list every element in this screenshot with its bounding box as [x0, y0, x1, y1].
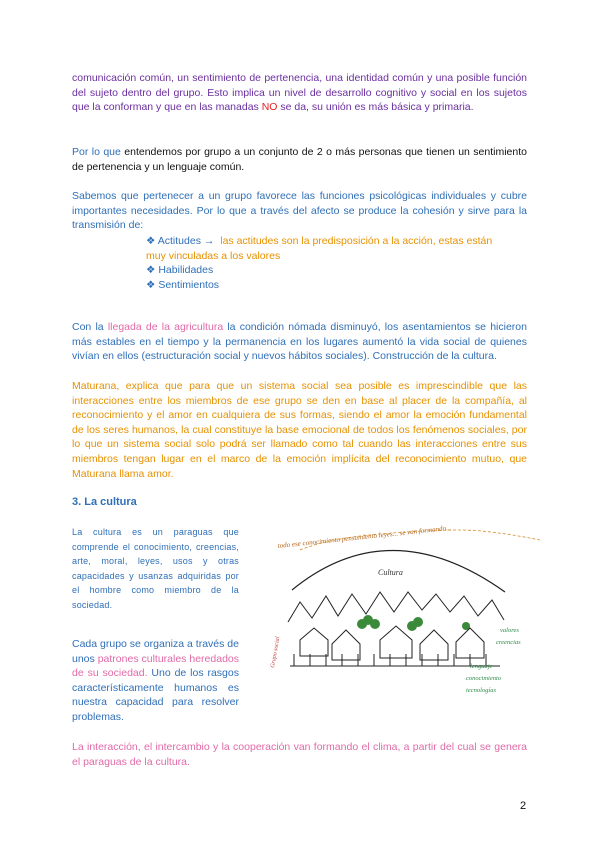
- culture-umbrella-sketch: [270, 520, 545, 698]
- paragraph-cultural-patterns: Cada grupo se organiza a través de unos patrones culturales heredados de su sociedad. Uno de los rasgos característicamente humanos es nuestra capacidad para resolver problemas.: [72, 638, 239, 723]
- sketch-note: conocimiento: [466, 675, 502, 682]
- paragraph-interaction: La interacción, el intercambio y la cooperación van formando el clima, a partir del cual se genera el paraguas de la cultura.: [72, 741, 527, 768]
- list-item: ❖ Sentimientos: [146, 278, 220, 291]
- paragraph-maturana: Maturana, explica que para que un sistema social sea posible es imprescindible que las interacciones entre los miembros de ese grupo se den en base al placer de la compañía, al reconocimiento y el amor en cualquiera de sus formas, siendo el amor la emoción fundamental de los seres humanos, la cual constituye la base emocional de todos los fenómenos sociales, por lo que un sistema social solo podrá ser llamado como tal cuando las interacciones entre sus miembros tengan lugar en el marco de la emoción implícita del reconocimiento mutuo, que Maturana llama amor.: [72, 380, 527, 480]
- highlight-agriculture: llegada de la agricultura: [107, 321, 224, 333]
- list-item-continuation: muy vinculadas a los valores: [146, 249, 281, 262]
- emphasis-no: NO: [261, 101, 278, 114]
- list-item: ❖ Habilidades: [146, 264, 214, 277]
- houses: [300, 626, 484, 660]
- sketch-right-notes: [466, 627, 521, 694]
- trees: [357, 615, 470, 631]
- transmission-list: [146, 234, 530, 292]
- arrow-right-icon: →: [203, 235, 215, 247]
- sketch-note: lenguaje: [470, 663, 493, 670]
- paragraph-culture-definition: La cultura es un paraguas que comprende el conocimiento, creencias, arte, moral, leyes, usos y otras capacidades y usanzas adquiridas por el hombre como miembro de la sociedad.: [72, 527, 239, 610]
- page-number: 2: [520, 800, 527, 812]
- sketch-top-note: todo ese conocimiento pensamiento leyes... se van formando...: [277, 523, 452, 550]
- paragraph-agriculture: Con la llegada de la agricultura la condición nómada disminuyó, los asentamientos se hicieron más estables en el tiempo y la permanencia en los lugares aumentó la vida social de quienes vivían en ellos (estructuración social y nuevos hábitos sociales). Construcción de la cultura.: [72, 321, 527, 363]
- paragraph-group-identity: comunicación común, un sentimiento de pertenencia, una identidad común y una posible función del sujeto dentro del grupo. Esto implica un nivel de desarrollo cognitivo y social en los sujetos que la conforman y que en las manadas NO se da, su unión es más básica y primaria.: [72, 72, 527, 114]
- diamond-bullet-icon: ❖: [146, 264, 156, 277]
- mountain-line: [288, 592, 504, 622]
- sketch-note: creencias: [496, 639, 521, 646]
- sketch-left-note: Grupo social: [270, 636, 282, 669]
- highlight-cultural-patterns: patrones culturales heredados de su sociedad.: [72, 652, 239, 680]
- sketch-arc-label: Cultura: [378, 568, 403, 577]
- paragraph-group-definition: Por lo que entendemos por grupo a un conjunto de 2 o más personas que tienen un sentimiento de pertenencia y un lenguaje común.: [72, 146, 527, 173]
- diamond-bullet-icon: ❖: [146, 235, 156, 247]
- diamond-bullet-icon: ❖: [146, 278, 156, 291]
- sketch-note: tecnologías: [466, 687, 496, 694]
- section-heading: 3. La cultura: [72, 496, 137, 508]
- sketch-note: valores: [500, 627, 519, 634]
- list-item: ❖ Actitudes → las actitudes son la predisposición a la acción, estas están: [146, 235, 493, 247]
- paragraph-group-belonging: Sabemos que pertenecer a un grupo favorece las funciones psicológicas individuales y cubre importantes necesidades. Por lo que a través del afecto se produce la cohesión y sirve para la transmisión de:: [72, 190, 527, 232]
